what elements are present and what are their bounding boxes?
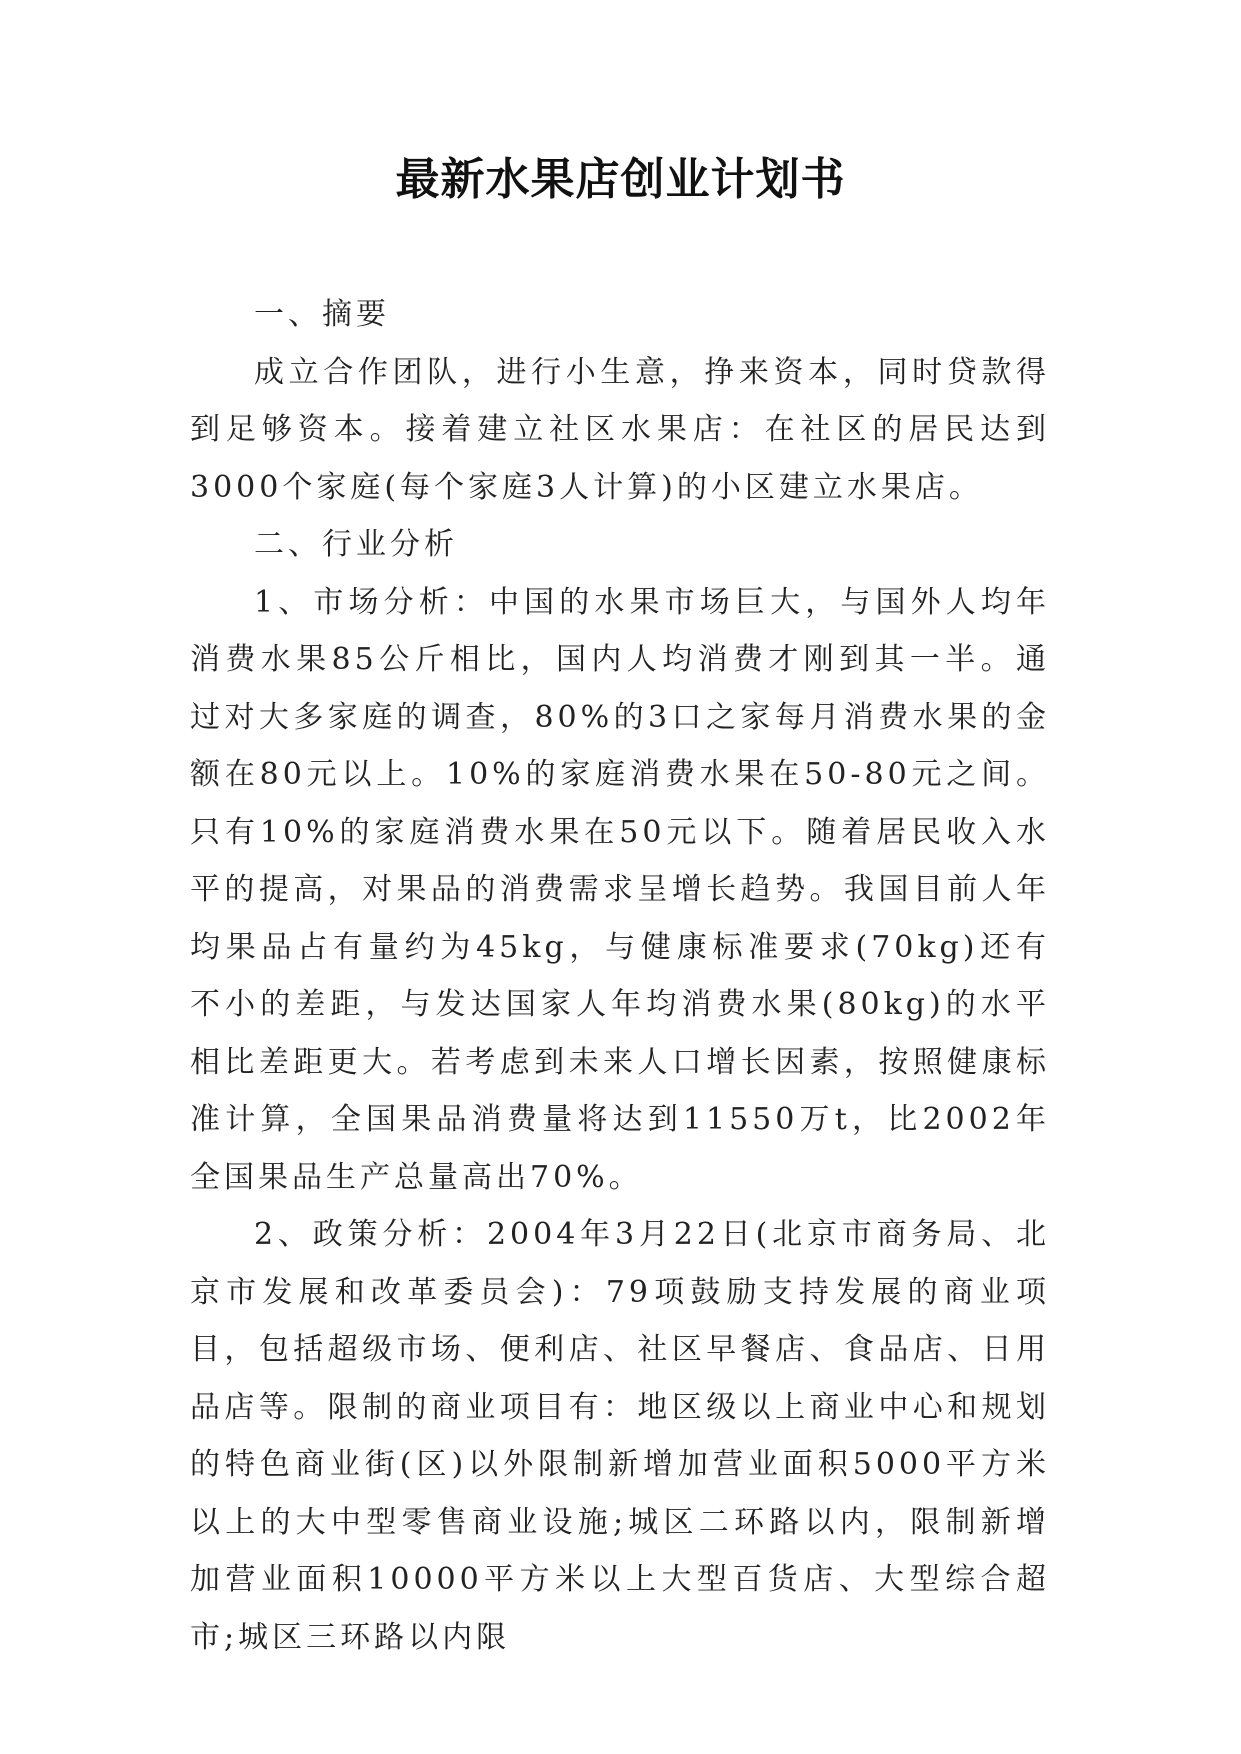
paragraph-market-analysis: 1、市场分析：中国的水果市场巨大，与国外人均年消费水果85公斤相比，国内人均消费才刚到其一半。通过对大多家庭的调查，80%的3口之家每月消费水果的金额在80元以上。10%的家庭消费水果在50-80元之间。只有10%的家庭消费水果在50元以下。随着居民收入水平的提高，对果品的消费需求呈增长趋势。我国目前人年均果品占有量约为45kg，与健康标准要求(70kg)还有不小的差距，与发达国家人年均消费水果(80kg)的水平相比差距更大。若考虑到未来人口增长因素，按照健康标准计算，全国果品消费量将达到11550万t，比2002年全国果品生产总量高出70%。 <box>190 584 1050 1195</box>
document-title: 最新水果店创业计划书 <box>395 154 846 205</box>
section-heading-summary: 一、摘要 <box>254 297 390 332</box>
paragraph-summary: 成立合作团队，进行小生意，挣来资本，同时贷款得到足够资本。接着建立社区水果店：在社区的居民达到3000个家庭(每个家庭3人计算)的小区建立水果店。 <box>190 354 1050 505</box>
paragraph-policy-analysis: 2、政策分析：2004年3月22日(北京市商务局、北京市发展和改革委员会)：79项鼓励支持发展的商业项目，包括超级市场、便利店、社区早餐店、食品店、日用品店等。限制的商业项目有：地区级以上商业中心和规划的特色商业街(区)以外限制新增加营业面积5000平方米以上的大中型零售商业设施;城区二环路以内，限制新增加营业面积10000平方米以上大型百货店、大型综合超市;城区三环路以内限 <box>190 1217 1050 1655</box>
document-body <box>190 286 1050 1666</box>
section-heading-industry-analysis: 二、行业分析 <box>254 527 458 562</box>
